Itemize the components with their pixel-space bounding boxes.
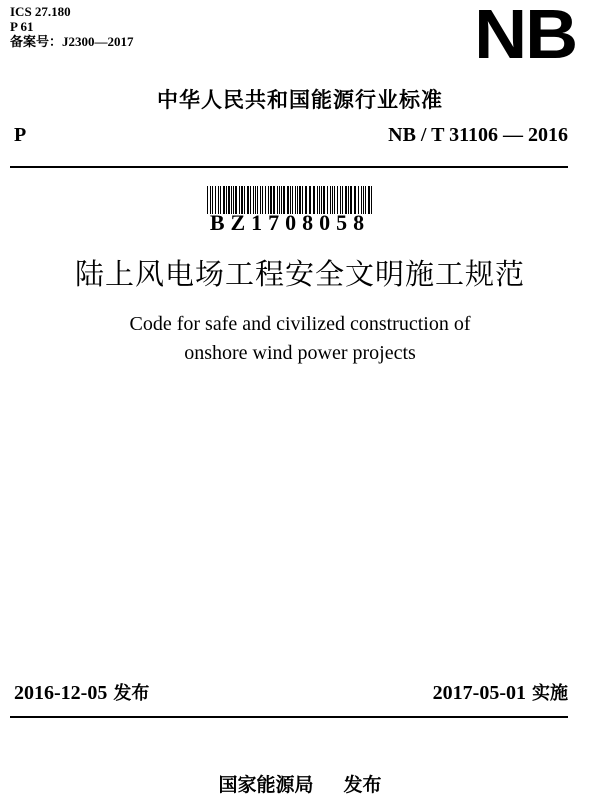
standard-number: NB / T 31106 — 2016 bbox=[388, 124, 568, 146]
implement-date: 2017-05-01 bbox=[432, 682, 526, 704]
implement-info bbox=[433, 679, 568, 705]
publisher-label: 发布 bbox=[343, 774, 382, 796]
nb-logo: NB bbox=[474, 0, 576, 73]
title-en-line-1: Code for safe and civilized construction of bbox=[129, 313, 471, 335]
barcode-number: BZ1708058 bbox=[209, 210, 371, 235]
standard-category: 中华人民共和国能源行业标准 bbox=[157, 88, 443, 112]
issue-label: 发布 bbox=[113, 683, 150, 704]
title-en-line-2: onshore wind power projects bbox=[184, 342, 416, 364]
class-code: P 61 bbox=[10, 19, 34, 34]
record-number: 备案号：J2300—2017 bbox=[10, 34, 134, 49]
issue-date: 2016-12-05 bbox=[14, 682, 108, 704]
p-mark: P bbox=[14, 124, 27, 146]
publisher bbox=[0, 770, 600, 797]
bottom-divider bbox=[10, 716, 568, 718]
document-title-en bbox=[0, 310, 600, 368]
document-title-cn: 陆上风电场工程安全文明施工规范 bbox=[74, 257, 525, 291]
implement-label: 实施 bbox=[532, 683, 568, 704]
header-meta bbox=[10, 4, 134, 49]
top-divider bbox=[10, 166, 568, 168]
issue-info bbox=[14, 679, 149, 705]
publisher-name: 国家能源局 bbox=[218, 774, 314, 796]
ics-code: ICS 27.180 bbox=[10, 4, 71, 19]
